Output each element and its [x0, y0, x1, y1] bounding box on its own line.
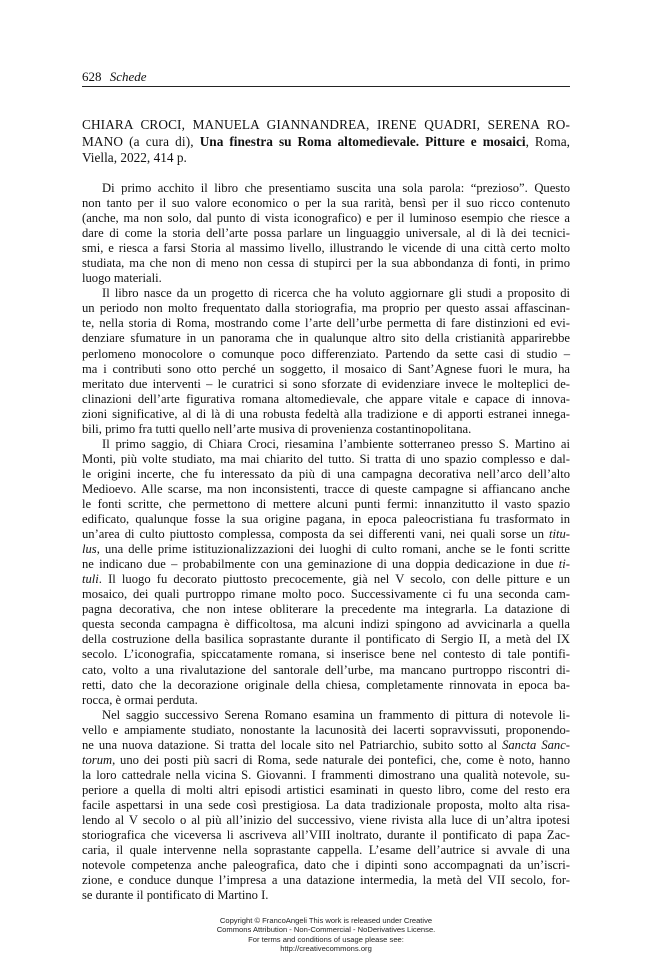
- body-line: cato, volto a una rivalutazione del santorale dell’urbe, ma mancano purtroppo riscontri di-: [82, 662, 570, 677]
- body-line: un’area di culto piuttosto complessa, composta da sei differenti vani, nei quali sorse un titu-: [82, 527, 570, 542]
- body-line: Monti, più volte studiato, ma mai chiarito del tutto. Si tratta di uno spazio complesso e dal-: [82, 451, 570, 466]
- citation-authors: CHIARA CROCI, MANUELA GIANNANDREA, IRENE QUADRI, SERENA RO-MANO (a cura di),: [82, 117, 570, 149]
- body-line: Il primo saggio, di Chiara Croci, riesamina l’ambiente sotterraneo presso S. Martino ai: [102, 436, 570, 451]
- body-line: clinazioni dell’arte figurativa romana altomedievale, che appare vitale e capace di innova-: [82, 391, 570, 406]
- body-line: perlomeno monocolore o comunque poco differenziato. Partendo da sette casi di studio –: [82, 346, 570, 361]
- body-line: rocca, è ormai perduta.: [82, 692, 198, 707]
- citation-publication: , Roma, Viella, 2022, 414 p.: [82, 133, 570, 166]
- body-line: vello e ampiamente studiato, nonostante la lacunosità dei lacerti sopravvissuti, proponendo-: [82, 722, 570, 737]
- body-line: facile aspettarsi in una sede così prestigiosa. La data tradizionale proposta, molto alta risa-: [82, 797, 570, 812]
- body-line: Il libro nasce da un progetto di ricerca che ha voluto aggiornare gli studi a proposito di: [102, 286, 570, 301]
- copyright-footer: [140, 916, 512, 954]
- body-line: retti, dato che la decorazione originale della chiesa, completamente rinnovata in epoca ba-: [82, 677, 570, 692]
- book-citation: [82, 117, 570, 167]
- body-line: lendo al V secolo o al più all’inizio del successivo, viene rivista alla luce di un’altra ipotesi: [82, 812, 570, 827]
- body-line: studiata, ma che non di meno non cessa di stupirci per la sua abbondanza di fonti, in primo: [82, 256, 570, 271]
- body-line: torum, uno dei posti più sacri di Roma, sede naturale dei pontefici, che, come è noto, hanno: [82, 752, 570, 767]
- body-line: zioni significative, al di là di una robusta fedeltà alla tradizione e di apporti estranei innega-: [82, 406, 570, 421]
- body-line: un periodo non molto frequentato dalla storiografia, ma proprio per questo assai affascinan-: [82, 301, 570, 316]
- body-line: (anche, ma non solo, dal punto di vista iconografico) e per il luminoso esempio che riesce a: [82, 211, 570, 226]
- body-line: edificato, qualunque fosse la sua origine pagana, in epoca paleocristiana fu trasformato in: [82, 512, 570, 527]
- body-line: meritato due interventi – le curatrici si sono sforzate di evidenziare invece le molteplici de-: [82, 376, 570, 391]
- footer-link: http://creativecommons.org: [280, 944, 372, 954]
- body-line: storiografica che viceversa li ascriveva all’VIII inoltrato, durante il pontificato di papa Zac-: [82, 828, 570, 843]
- body-line: tuli. Il luogo fu decorato piuttosto precocemente, già nel V secolo, con delle pitture e un: [82, 572, 570, 587]
- body-line: bili, primo fra tutti quello nell’arte musiva di provenienza costantinopolitana.: [82, 421, 472, 436]
- section-title: Schede: [109, 69, 147, 84]
- footer-line: Commons Attribution - Non-Commercial - NoDerivatives License.: [216, 925, 436, 935]
- footer-line: For terms and conditions of usage please see:: [248, 934, 404, 944]
- body-line: le origini incerte, che fu interessato da più di una campagna decorativa nell’arco dell’alto: [82, 466, 570, 481]
- body-line: secolo. L’iconografia, spiccatamente romana, si inserisce bene nel contesto di tale pontifi-: [82, 647, 570, 662]
- body-line: smi, e riesca a farsi Storia al massimo livello, illustrando le vicende di una città certo molto: [82, 241, 570, 256]
- body-line: Nel saggio successivo Serena Romano esamina un frammento di pittura di notevole li-: [102, 707, 570, 722]
- body-line: caria, il quale intervenne nella soprastante cappella. L’esame dell’autrice si avvale di una: [82, 843, 570, 858]
- body-line: notevole competenza anche paleografica, dato che i dipinti sono accompagnati da un’iscri-: [82, 858, 570, 873]
- body-line: pagna decorativa, che non intese obliterare la precedente ma integrarla. La datazione di: [82, 602, 570, 617]
- body-line: ne una nuova datazione. Si tratta del locale sito nel Patriarchio, subito sotto al Sancta Sanc-: [82, 737, 570, 752]
- body-line: dare di come la storia dell’arte possa parlare un linguaggio universale, al di là dei tecnici-: [82, 226, 570, 241]
- body-line: mosaico, dei quali purtroppo rimane molto poco. Successivamente ci fu una seconda cam-: [82, 587, 570, 602]
- body-line: Di primo acchito il libro che presentiamo suscita una sola parola: “prezioso”. Questo: [102, 181, 570, 195]
- body-line: non tanto per il suo valore economico o per la sua rarità, bensì per il suo ricco contenuto: [82, 196, 570, 211]
- citation-title: Una finestra su Roma altomedievale. Pitture e mosaici: [199, 133, 526, 149]
- body-line: la loro cattedrale nella vicina S. Giovanni. I frammenti dimostrano una qualità notevole, su-: [82, 767, 570, 782]
- body-line: se durante il pontificato di Martino I.: [82, 888, 269, 903]
- body-line: questa seconda campagna è difficoltosa, ma alcuni indizi spingono ad avvicinarla a quella: [82, 617, 570, 632]
- body-line: zione, e conduce dunque l’impresa a una datazione intermedia, la metà del VII secolo, for-: [82, 873, 570, 888]
- body-line: le fonti scritte, che permettono di mettere alcuni punti fermi: innanzitutto il vasto spazio: [82, 496, 570, 511]
- body-line: denziare sfumature in un panorama che in qualunque altro sito della cristianità apparirebbe: [82, 331, 570, 346]
- body-line: te, nella storia di Roma, mostrando come l’arte dell’urbe permetta di fare distinzioni ed evi-: [82, 316, 570, 331]
- footer-line: Copyright © FrancoAngeli This work is released under Creative: [219, 916, 433, 925]
- body-line: luogo materiali.: [82, 271, 162, 286]
- header-rule: [82, 86, 570, 87]
- body-line: della costruzione della basilica soprastante durante il pontificato di Sergio II, a metà del IX: [82, 632, 570, 647]
- body-line: ne indicano due – probabilmente con una geminazione di una doppia dedicazione in due ti-: [82, 557, 570, 572]
- review-body: [82, 181, 570, 903]
- body-line: lus, una delle prime istituzionalizzazioni dei luoghi di culto romani, anche se le fonti scritte: [82, 542, 570, 557]
- body-line: periore a quella di molti altri episodi artistici esaminati in questo libro, come del resto era: [82, 782, 570, 797]
- body-line: Medioevo. Alle scarse, ma non inconsistenti, tracce di queste campagne si affiancano anche: [82, 481, 570, 496]
- page-number: 628: [82, 69, 102, 84]
- body-line: ma i contributi sono otto perché un soggetto, il mosaico di Sant’Agnese fuori le mura, ha: [82, 361, 570, 376]
- running-head: [82, 69, 570, 85]
